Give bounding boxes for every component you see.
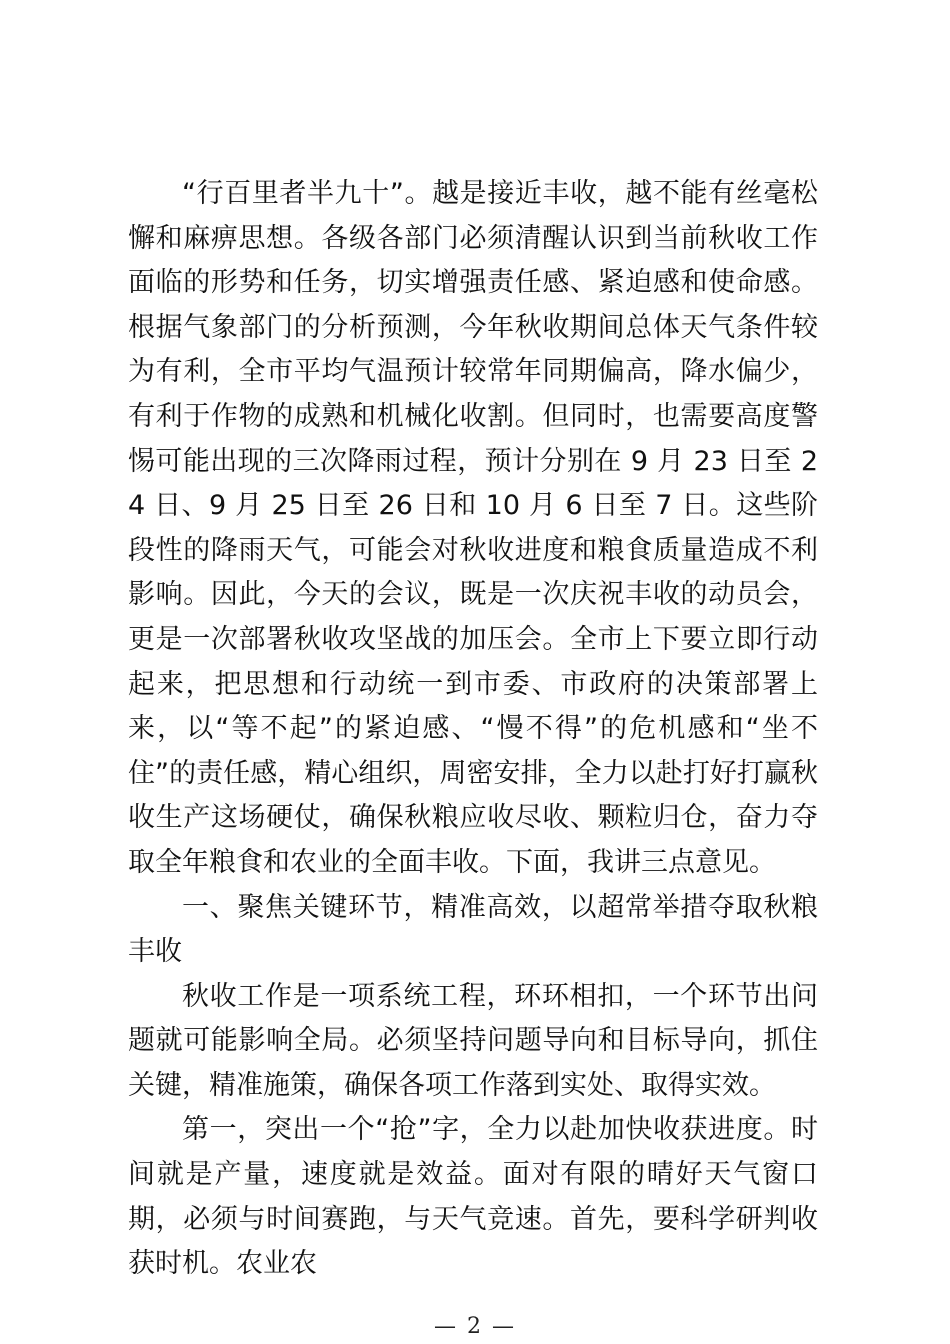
document-body (128, 172, 818, 1287)
paragraph-point-1: 第一，突出一个“抢”字，全力以赴加快收获进度。时间就是产量，速度就是效益。面对有限的晴好天气窗口期，必须与时间赛跑，与天气竞速。首先，要科学研判收获时机。农业农 (128, 1114, 818, 1280)
paragraph-section-1-intro: 秋收工作是一项系统工程，环环相扣，一个环节出问题就可能影响全局。必须坚持问题导向和目标导向，抓住关键，精准施策，确保各项工作落到实处、取得实效。 (128, 980, 818, 1101)
paragraph-intro: “行百里者半九十”。越是接近丰收，越不能有丝毫松懈和麻痹思想。各级各部门必须清醒认识到当前秋收工作面临的形势和任务，切实增强责任感、紧迫感和使命感。根据气象部门的分析预测，今年秋收期间总体天气条件较为有利，全市平均气温预计较常年同期偏高，降水偏少，有利于作物的成熟和机械化收割。但同时，也需要高度警惕可能出现的三次降雨过程，预计分别在 9 月 23 日至 24 日、9 月 25 日至 26 日和 10 月 6 日至 7 日。这些阶段性的降雨天气，可能会对秋收进度和粮食质量造成不利影响。因此，今天的会议，既是一次庆祝丰收的动员会，更是一次部署秋收攻坚战的加压会。全市上下要立即行动起来，把思想和行动统一到市委、市政府的决策部署上来，以“等不起”的紧迫感、“慢不得”的危机感和“坐不住”的责任感，精心组织，周密安排，全力以赴打好打赢秋收生产这场硬仗，确保秋粮应收尽收、颗粒归仓，奋力夺取全年粮食和农业的全面丰收。下面，我讲三点意见。 (128, 178, 818, 878)
section-heading-1: 一、聚焦关键环节，精准高效，以超常举措夺取秋粮丰收 (128, 891, 818, 968)
page-number: — 2 — (434, 1314, 516, 1339)
